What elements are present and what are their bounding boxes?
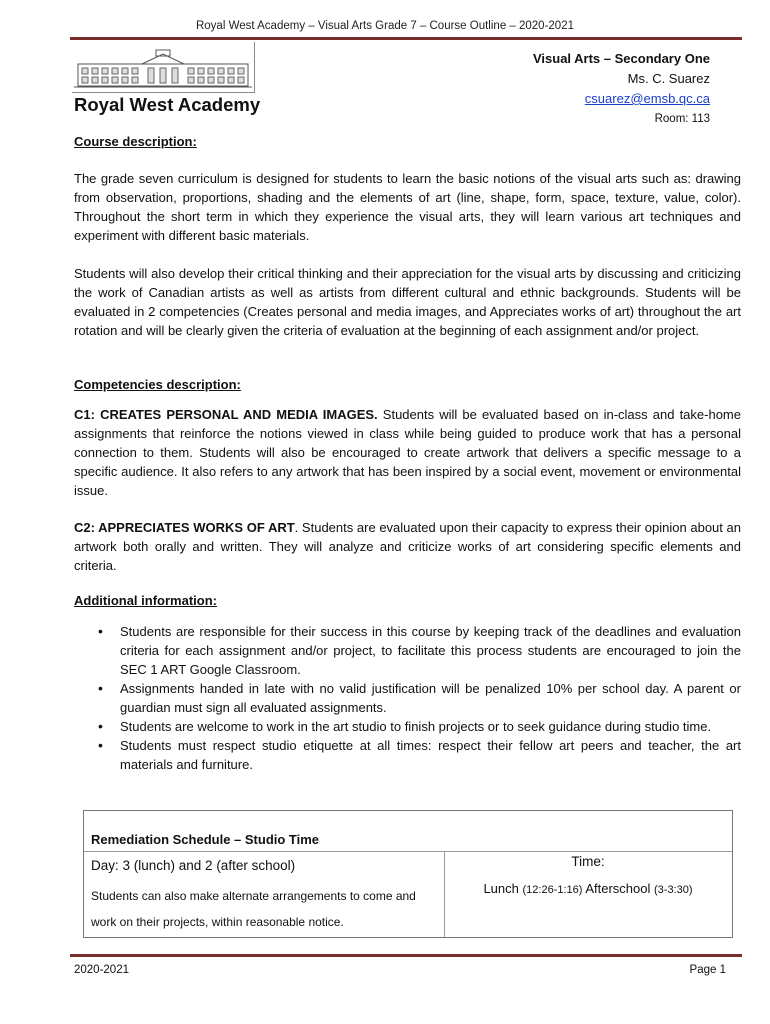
list-item: • Students are responsible for their success in this course by keeping track of the deadlines and evaluation criteria for each assignment and/or project, to facilitate this process students are encouraged to join the SEC 1 ART Google Classroom. — [120, 622, 741, 679]
c1-label: C1: CREATES PERSONAL AND MEDIA IMAGES. — [74, 407, 378, 422]
c2-label: C2: APPRECIATES WORKS OF ART — [74, 520, 295, 535]
course-description-paragraph-2: Students will also develop their critical thinking and their appreciation for the visual arts by discussing and criticizing the work of Canadian artists as well as artists from different cultural and ethnic backgrounds. Students will be evaluated in 2 competencies (Creates personal and media images, and Appreciates works of art) throughout the art rotation and will be clearly given the criteria of evaluation at the beginning of each assignment and/or project. — [74, 266, 741, 338]
table-divider — [84, 851, 732, 852]
list-item: • Students must respect studio etiquette at all times: respect their fellow art peers and teacher, the art materials and furniture. — [120, 736, 741, 774]
c2-text: . Students are evaluated upon their capacity to express their opinion about an artwork both orally and written. They will analyze and criticize works of art considering specific elements and criteria. — [74, 520, 741, 573]
footer-year: 2020-2021 — [74, 964, 129, 976]
afterschool-time: (3-3:30) — [654, 884, 693, 896]
list-item: • Students are welcome to work in the art studio to finish projects or to seek guidance during studio time. — [120, 717, 741, 736]
lunch-time: (12:26-1:16) — [522, 884, 583, 896]
lunch-label: Lunch — [483, 881, 519, 896]
list-item: • Assignments handed in late with no valid justification will be penalized 10% per school day. A parent or guardian must sign all evaluated assignments. — [120, 679, 741, 717]
remediation-days: Day: 3 (lunch) and 2 (after school) — [91, 858, 296, 873]
time-heading: Time: — [571, 854, 605, 869]
school-logo — [72, 42, 255, 93]
school-name: Royal West Academy — [74, 94, 261, 115]
competency-c1 — [74, 405, 741, 500]
course-info — [533, 49, 710, 129]
course-name: Visual Arts – Secondary One — [532, 51, 710, 66]
time-values — [444, 881, 732, 896]
remediation-note: Students can also make alternate arrangements to come and work on their projects, within reasonable notice. — [91, 889, 416, 929]
header-rule — [70, 37, 742, 40]
teacher-email-link[interactable]: csuarez@emsb.qc.ca — [584, 91, 710, 106]
additional-info-list — [74, 622, 741, 774]
remediation-table — [83, 810, 733, 938]
teacher-name: Ms. C. Suarez — [627, 71, 710, 86]
footer-rule — [70, 954, 742, 957]
afterschool-label: Afterschool — [585, 881, 651, 896]
school-building-icon — [72, 42, 254, 92]
competency-c2 — [74, 518, 741, 575]
course-description-paragraph-1: The grade seven curriculum is designed for students to learn the basic notions of the visual arts such as: drawing from observation, proportions, shading and the elements of art (line, shape, form, space, texture, value, color). Throughout the short term in which they experience the visual arts, they will learn various art techniques and experiment with different basic materials. — [74, 171, 741, 243]
room-number: Room: 113 — [654, 113, 710, 125]
running-header: Royal West Academy – Visual Arts Grade 7 – Course Outline – 2020-2021 — [195, 20, 574, 32]
remediation-title: Remediation Schedule – Studio Time — [91, 832, 320, 847]
course-description-heading: Course description: — [74, 134, 197, 149]
competencies-heading: Competencies description: — [74, 377, 241, 392]
additional-info-heading: Additional information: — [74, 593, 217, 608]
c1-text: Students will be evaluated based on in-class and take-home assignments that reinforce the notions viewed in class while being guided to produce work that has a personal connection to them. Students will also be encouraged to create artwork that delivers a specific message to a specific audience. It also refers to any artwork that has been inspired by a social event, movement or environmental issue. — [74, 407, 741, 498]
page-number: Page 1 — [689, 964, 726, 976]
